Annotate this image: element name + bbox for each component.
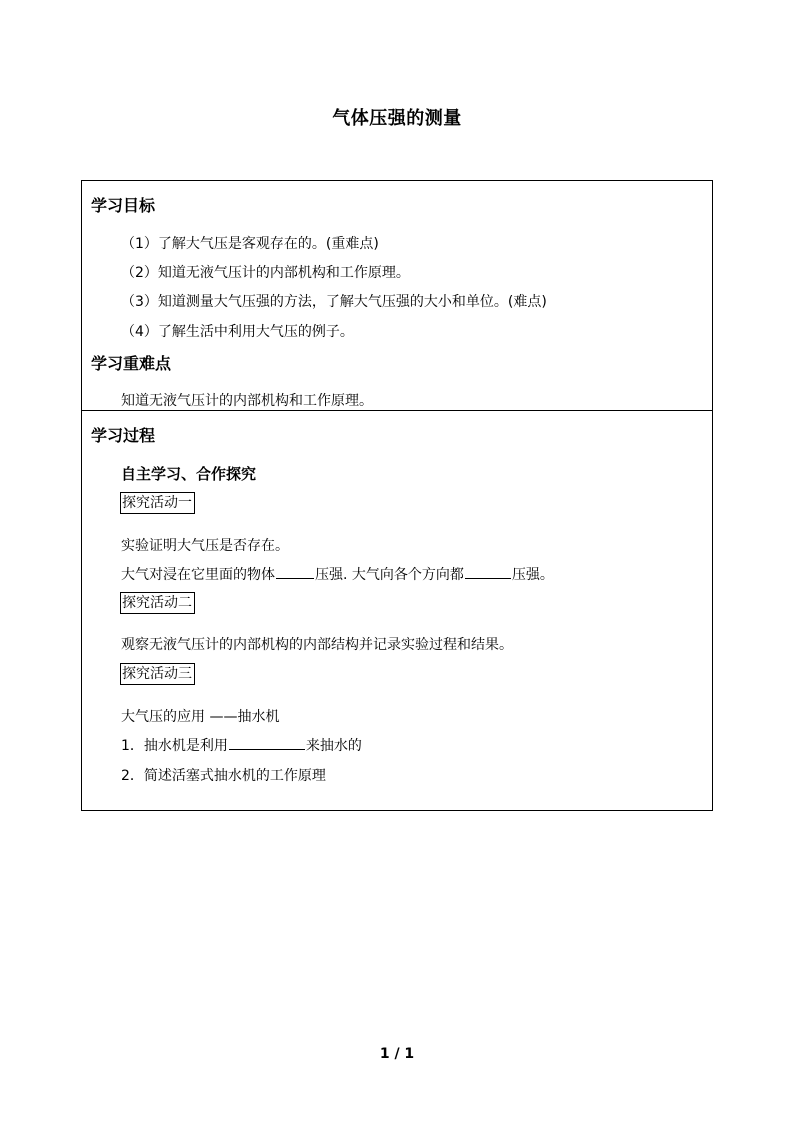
activity-2-text: 观察无液气压计的内部机构的内部结构并记录实验过程和结果。 <box>121 637 513 653</box>
item-1-text-b: 来抽水的 <box>305 738 362 754</box>
fill-in-text-a: 大气对浸在它里面的物体 <box>121 567 275 583</box>
process-section <box>81 410 713 811</box>
activity-3-label: 探究活动三 <box>120 663 195 685</box>
activity-3-item-1 <box>121 735 362 755</box>
activity-3-item-2: 2．简述活塞式抽水机的工作原理 <box>121 768 326 784</box>
activity-1-text: 实验证明大气压是否存在。 <box>121 538 289 554</box>
fill-in-text-b: 压强. 大气向各个方向都 <box>315 567 464 583</box>
page-number: 1 / 1 <box>379 1046 415 1062</box>
process-heading: 学习过程 <box>91 426 156 445</box>
answer-blank[interactable] <box>276 565 314 579</box>
objective-item: （4）了解生活中利用大气压的例子。 <box>121 324 354 340</box>
key-points-heading: 学习重难点 <box>91 354 172 373</box>
activity-1-fill-in <box>121 564 554 584</box>
objectives-section <box>81 180 713 411</box>
key-points-text: 知道无液气压计的内部机构和工作原理。 <box>121 393 373 409</box>
fill-in-text-c: 压强。 <box>511 567 554 583</box>
activity-1-label: 探究活动一 <box>120 492 195 514</box>
page-title: 气体压强的测量 <box>332 108 462 129</box>
objective-item: （2）知道无液气压计的内部机构和工作原理。 <box>121 265 410 281</box>
activity-2-label: 探究活动二 <box>120 592 195 614</box>
answer-blank[interactable] <box>465 565 511 579</box>
objective-item: （1）了解大气压是客观存在的。(重难点) <box>121 236 379 252</box>
objectives-heading: 学习目标 <box>91 196 156 215</box>
activity-3-text: 大气压的应用 ——抽水机 <box>121 709 280 725</box>
process-subheading: 自主学习、合作探究 <box>121 465 257 483</box>
item-1-text-a: 1．抽水机是利用 <box>121 738 228 754</box>
answer-blank[interactable] <box>229 736 305 750</box>
objective-item: （3）知道测量大气压强的方法，了解大气压强的大小和单位。(难点) <box>121 294 547 310</box>
